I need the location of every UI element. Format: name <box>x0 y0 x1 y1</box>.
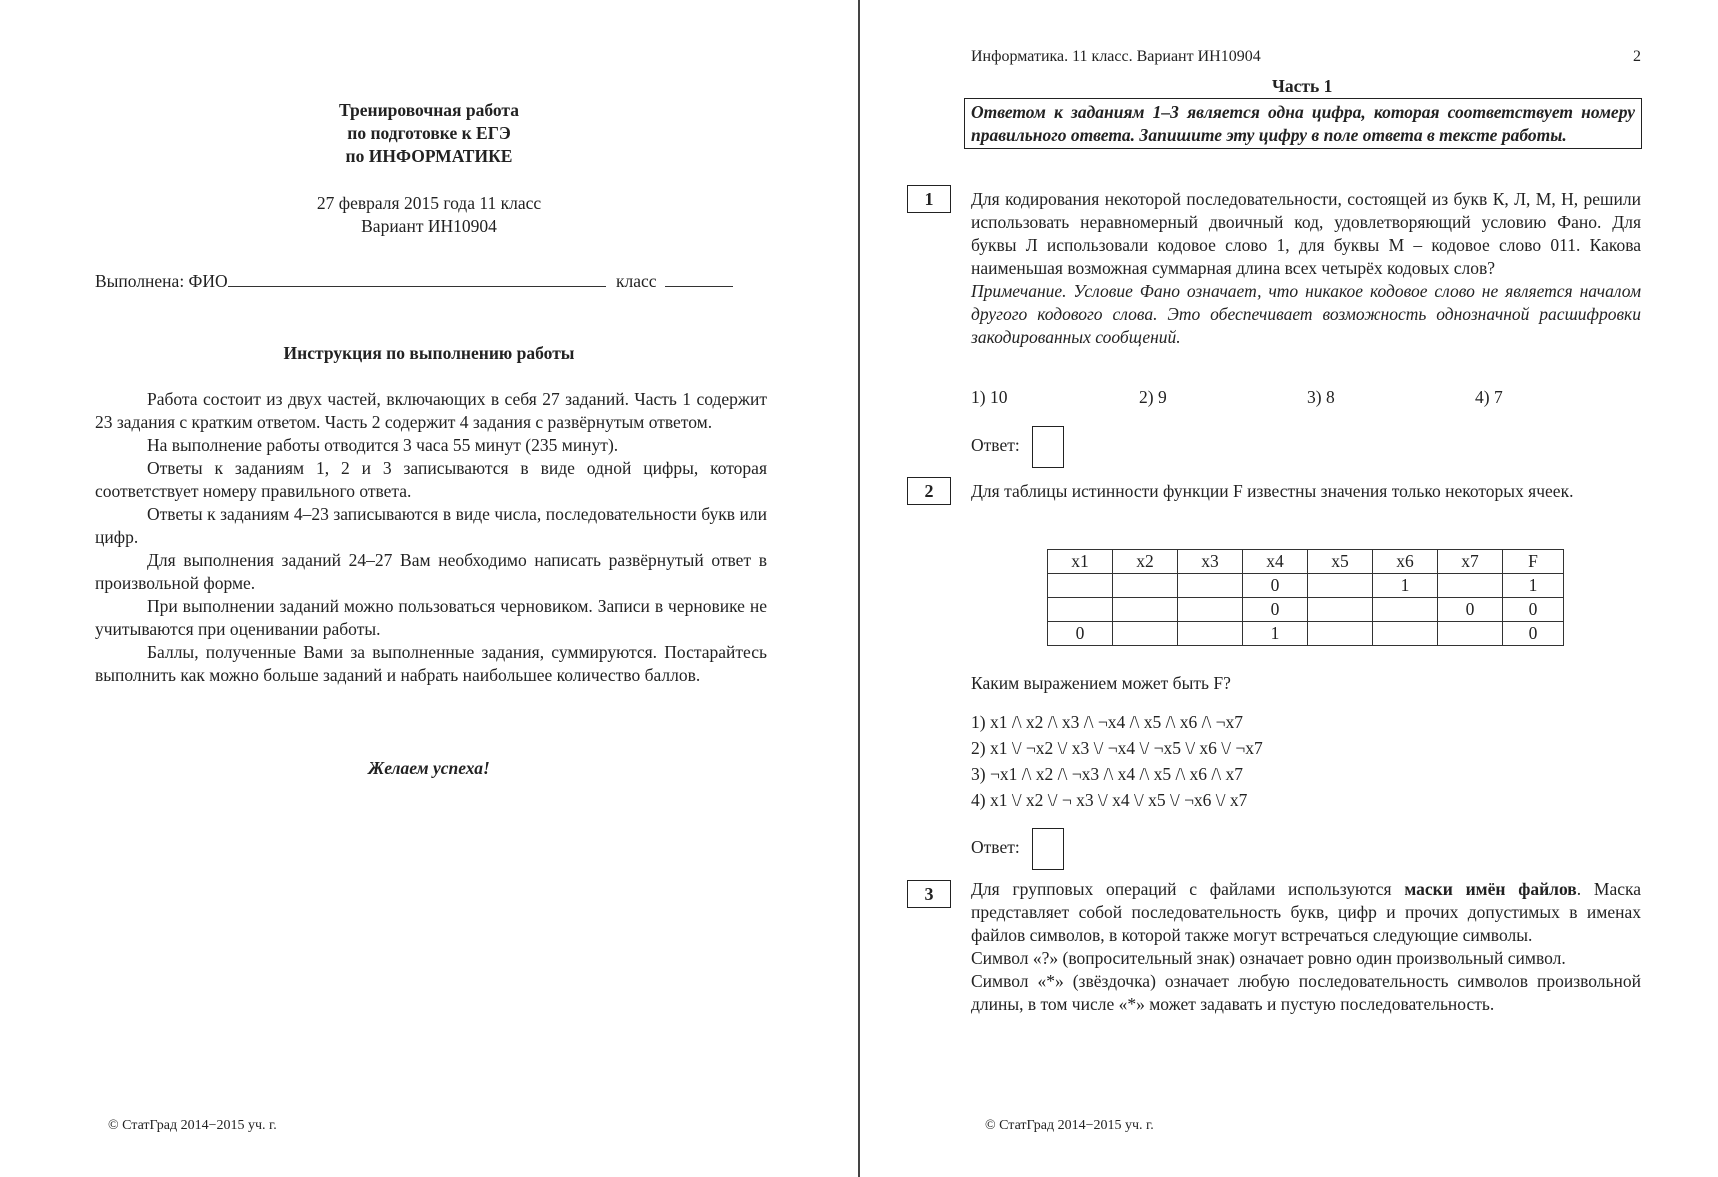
q2-answer-row <box>971 828 1064 870</box>
answer-label: Ответ: <box>971 435 1020 456</box>
table-cell <box>1373 598 1438 622</box>
q3-text-bold: маски имён файлов <box>1404 879 1577 899</box>
instr-title: Инструкция по выполнению работы <box>283 343 575 363</box>
class-field[interactable] <box>665 268 733 287</box>
q2-option: 1) x1 /\ x2 /\ x3 /\ ¬x4 /\ x5 /\ x6 /\ ¬x7 <box>971 712 1244 732</box>
q2-option: 3) ¬x1 /\ x2 /\ ¬x3 /\ x4 /\ x5 /\ x6 /\ x7 <box>971 764 1244 784</box>
title-block <box>0 99 858 168</box>
table-header-cell: x4 <box>1243 550 1308 574</box>
q2-text: Для таблицы истинности функции F известны значения только некоторых ячеек. <box>971 481 1574 501</box>
question-number-3: 3 <box>907 880 951 908</box>
table-cell: 0 <box>1243 574 1308 598</box>
table-header-cell: x6 <box>1373 550 1438 574</box>
q1-option: 1) 10 <box>971 387 1008 407</box>
instr-paragraph: Работа состоит из двух частей, включающих в себя 27 заданий. Часть 1 содержит 23 задания с кратким ответом. Часть 2 содержит 4 задания с развёрнутым ответом. <box>95 389 767 432</box>
truth-table <box>1047 549 1564 646</box>
instr-paragraph: На выполнение работы отводится 3 часа 55 минут (235 минут). <box>147 435 619 455</box>
table-cell: 0 <box>1048 622 1113 646</box>
table-cell <box>1308 574 1373 598</box>
answer-label: Ответ: <box>971 837 1020 858</box>
left-footer: © СтатГрад 2014−2015 уч. г. <box>108 1118 277 1133</box>
table-header-row <box>1048 550 1564 574</box>
table-row <box>1048 622 1564 646</box>
left-page <box>0 0 858 1177</box>
part-note-box: Ответом к заданиям 1–3 является одна цифра, которая соответствует номеру правильного ответа. Запишите эту цифру в поле ответа в тексте работы. <box>964 98 1642 149</box>
instr-paragraph: При выполнении заданий можно пользоваться черновиком. Записи в черновике не учитываются при оценивании работы. <box>95 596 767 639</box>
part-title: Часть 1 <box>1272 76 1333 96</box>
table-cell: 0 <box>1503 622 1564 646</box>
table-cell: 0 <box>1243 598 1308 622</box>
table-header-cell: F <box>1503 550 1564 574</box>
wish-text: Желаем успеха! <box>368 758 490 778</box>
q3-paragraph: Символ «*» (звёздочка) означает любую последовательность символов произвольной длины, в том числе «*» может задавать и пустую последовательность. <box>971 971 1641 1014</box>
table-header-cell: x1 <box>1048 550 1113 574</box>
instr-paragraph: Для выполнения заданий 24–27 Вам необходимо написать развёрнутый ответ в произвольной форме. <box>95 550 767 593</box>
q3-text-pre: Для групповых операций с файлами используются <box>971 879 1405 899</box>
question-number-1: 1 <box>907 185 951 213</box>
right-page <box>861 0 1718 1177</box>
right-footer: © СтатГрад 2014−2015 уч. г. <box>985 1118 1154 1133</box>
table-header-cell: x7 <box>1438 550 1503 574</box>
table-cell <box>1178 598 1243 622</box>
running-header: Информатика. 11 класс. Вариант ИН10904 <box>971 48 1261 65</box>
done-label: Выполнена: ФИО <box>95 271 228 291</box>
exam-date: 27 февраля 2015 года 11 класс <box>316 193 542 213</box>
q1-option: 3) 8 <box>1307 387 1335 407</box>
q3-text <box>971 878 1641 947</box>
table-cell: 0 <box>1503 598 1564 622</box>
table-cell: 0 <box>1438 598 1503 622</box>
q2-option: 4) x1 \/ x2 \/ ¬ x3 \/ x4 \/ x5 \/ ¬x6 \/ x7 <box>971 790 1248 810</box>
table-cell: 1 <box>1243 622 1308 646</box>
table-cell <box>1373 622 1438 646</box>
table-row <box>1048 574 1564 598</box>
q1-text: Для кодирования некоторой последовательности, состоящей из букв К, Л, М, Н, решили использовать неравномерный двоичный код, удовлетворяющий условию Фано. Для буквы Л использовали кодовое слово 1, для буквы М – кодовое слово 011. Какова наименьшая возможная суммарная длина всех четырёх кодовых слов? <box>971 189 1641 278</box>
table-header-cell: x3 <box>1178 550 1243 574</box>
instr-paragraph: Ответы к заданиям 1, 2 и 3 записываются в виде одной цифры, которая соответствует номеру правильного ответа. <box>95 458 767 501</box>
q2-question: Каким выражением может быть F? <box>971 673 1231 693</box>
title-line-1: Тренировочная работа <box>339 100 519 120</box>
q1-answer-row <box>971 426 1064 468</box>
table-cell <box>1048 598 1113 622</box>
q1-option: 2) 9 <box>1139 387 1167 407</box>
title-line-2: по подготовке к ЕГЭ <box>347 123 511 143</box>
q2-answer-box[interactable] <box>1032 828 1064 870</box>
signature-line <box>95 268 775 293</box>
table-cell <box>1178 622 1243 646</box>
table-cell <box>1308 622 1373 646</box>
q3-text-post: . Маска представляет собой последовательность букв, цифр и прочих допустимых в именах файлов символов, в которой также могут встречаться следующие символы. <box>971 879 1641 945</box>
q1-options <box>971 386 1643 409</box>
table-cell <box>1308 598 1373 622</box>
instructions <box>95 388 767 687</box>
q3-paragraph: Символ «?» (вопросительный знак) означает ровно один произвольный символ. <box>971 948 1566 968</box>
q1-answer-box[interactable] <box>1032 426 1064 468</box>
table-cell: 1 <box>1373 574 1438 598</box>
variant-label: Вариант ИН10904 <box>361 216 497 236</box>
table-cell <box>1438 574 1503 598</box>
instr-paragraph: Баллы, полученные Вами за выполненные задания, суммируются. Постарайтесь выполнить как можно больше заданий и набрать наибольшее количество баллов. <box>95 642 767 685</box>
instr-paragraph: Ответы к заданиям 4–23 записываются в виде числа, последовательности букв или цифр. <box>95 504 767 547</box>
table-header-cell: x5 <box>1308 550 1373 574</box>
class-label: класс <box>616 271 657 291</box>
table-cell <box>1048 574 1113 598</box>
q2-options <box>971 709 1263 813</box>
table-cell <box>1113 622 1178 646</box>
page-divider <box>858 0 860 1177</box>
page-number: 2 <box>1633 48 1641 65</box>
date-block <box>0 192 858 238</box>
question-3 <box>971 878 1641 1016</box>
table-cell <box>1113 598 1178 622</box>
table-cell <box>1438 622 1503 646</box>
q1-option: 4) 7 <box>1475 387 1503 407</box>
question-number-2: 2 <box>907 477 951 505</box>
table-row <box>1048 598 1564 622</box>
table-cell <box>1178 574 1243 598</box>
table-header-cell: x2 <box>1113 550 1178 574</box>
question-1 <box>971 188 1641 349</box>
q1-note: Примечание. Условие Фано означает, что никакое кодовое слово не является началом другого кодового слова. Это обеспечивает возможность однозначной расшифровки закодированных сообщений. <box>971 281 1641 347</box>
fio-field[interactable] <box>228 268 606 287</box>
title-line-3: по ИНФОРМАТИКЕ <box>345 146 513 166</box>
table-cell: 1 <box>1503 574 1564 598</box>
table-cell <box>1113 574 1178 598</box>
q2-option: 2) x1 \/ ¬x2 \/ x3 \/ ¬x4 \/ ¬x5 \/ x6 \/ ¬x7 <box>971 738 1263 758</box>
